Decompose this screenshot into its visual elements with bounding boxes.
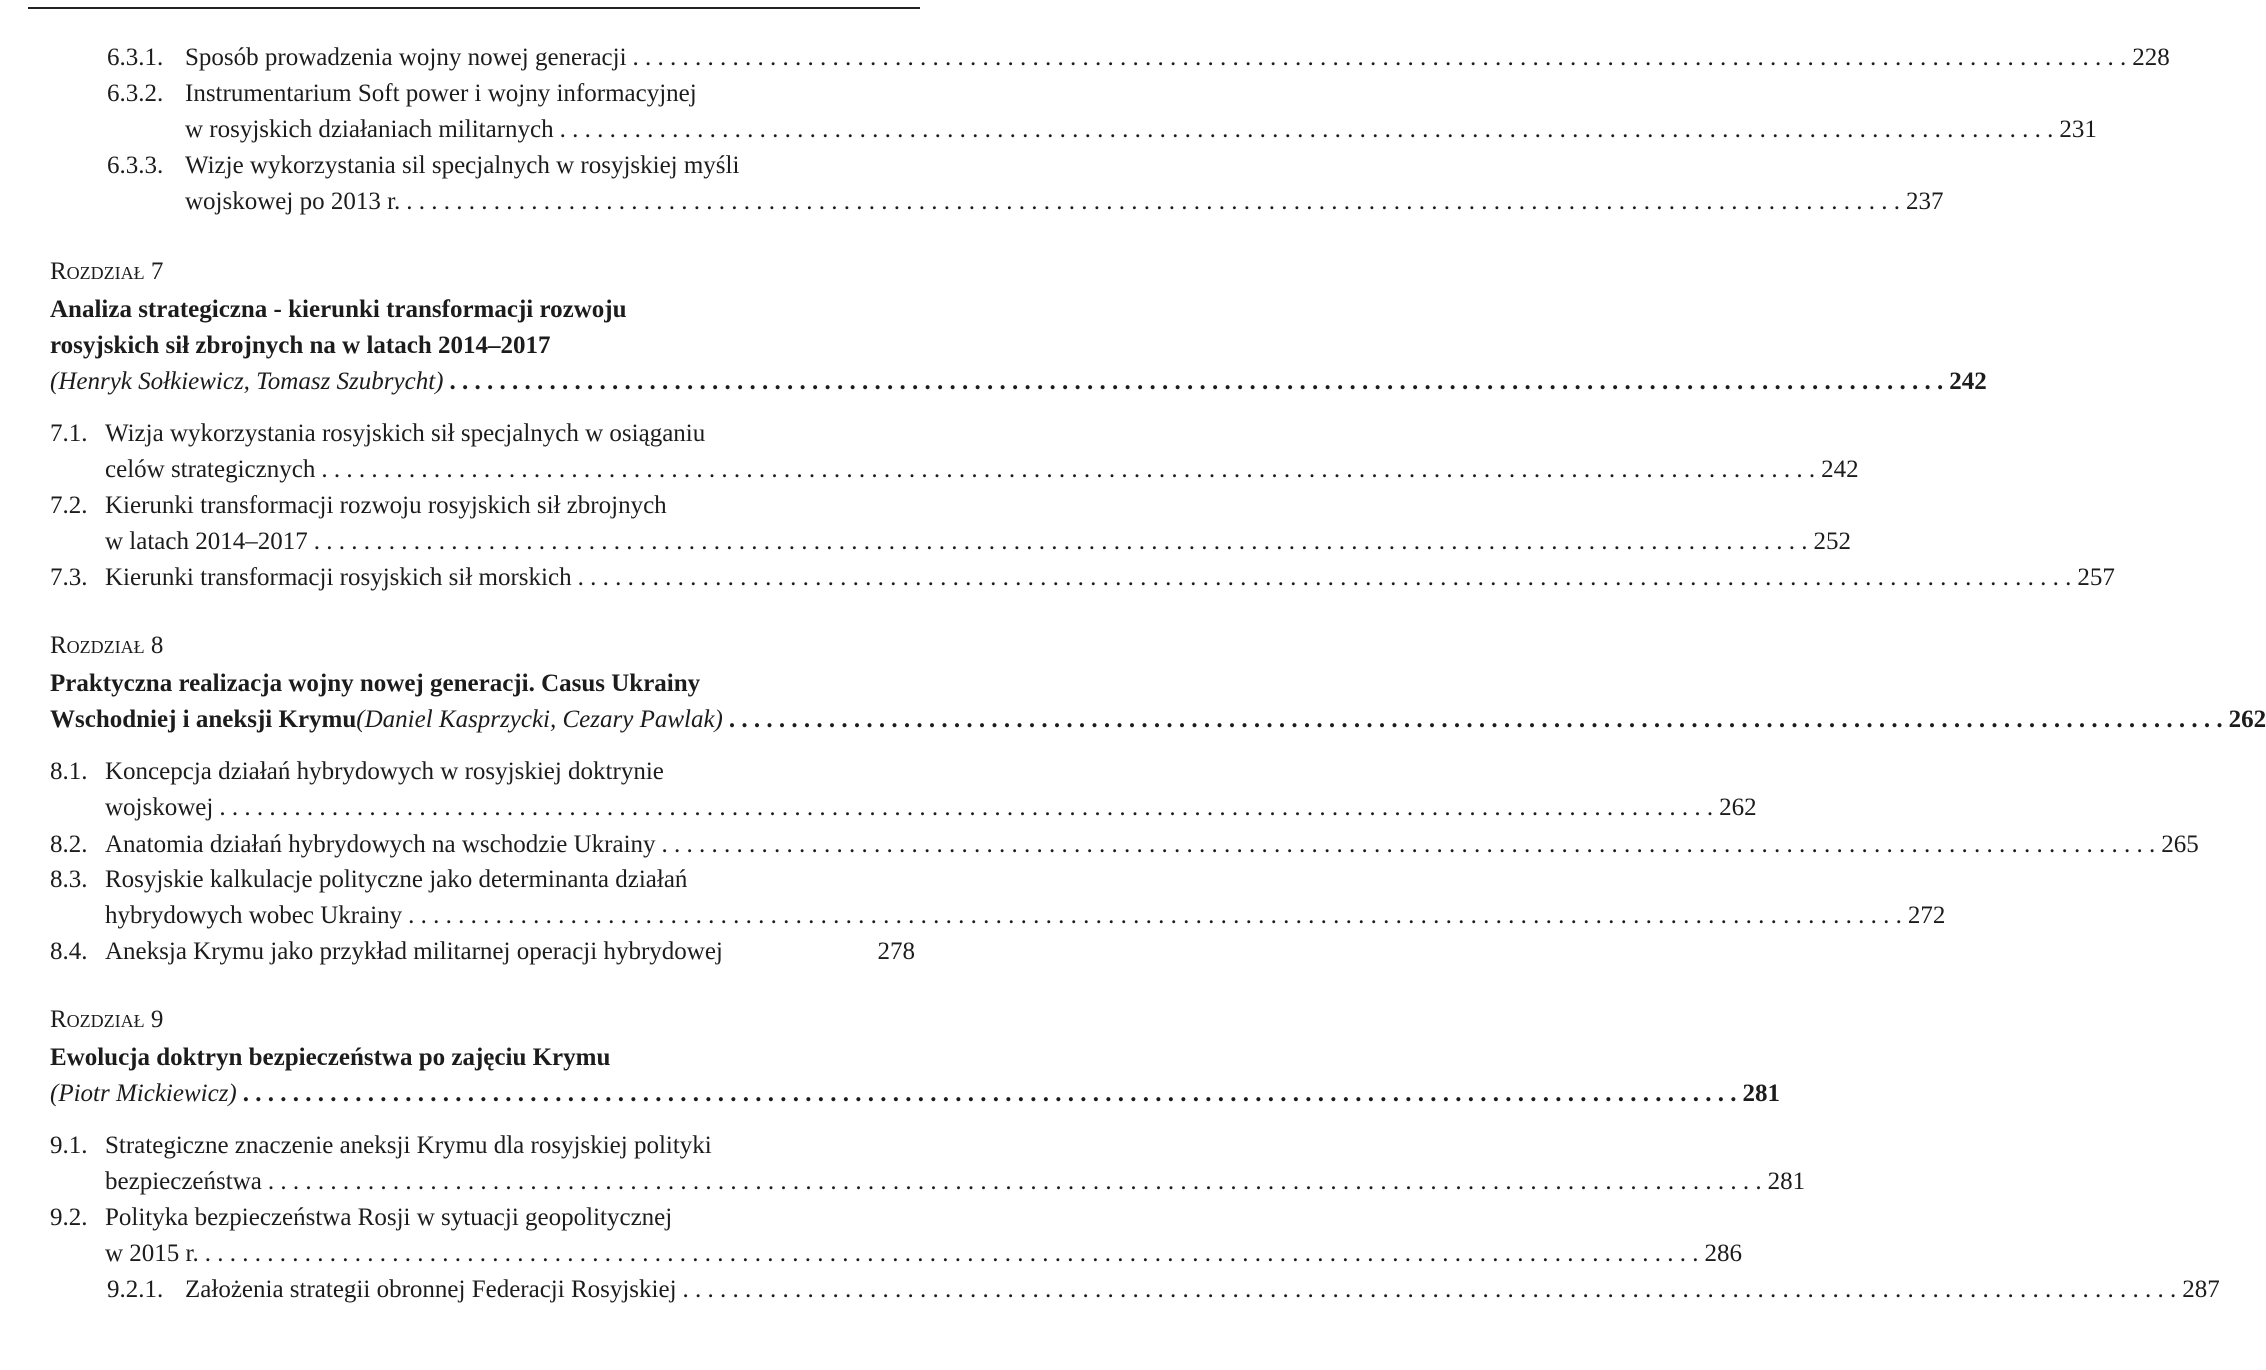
dot-leader: . . . . . . . . . . . . . . . . . . . . . . . . . . . . . . . . . . . . . . . . . . . . . . . . . . . . . . . . . . . . . . . . . . . . . . . . . . . . . . . . . . . . . . . . . . . . . . . . . . . . . . . . . . . . . . . . . . . . . . . . <box>728 706 2223 733</box>
subsection-entry <box>107 40 2170 76</box>
subsection-entry <box>107 76 2097 148</box>
entry-line-wrap <box>185 76 915 112</box>
chapter-authors: (Henryk Sołkiewicz, Tomasz Szubrycht) <box>50 368 444 395</box>
section-entry <box>50 934 915 970</box>
entry-text-line: Założenia strategii obronnej Federacji Rosyjskiej <box>185 1276 677 1303</box>
chapter-label: Rozdział 8 <box>50 632 164 659</box>
page-number: 286 <box>1704 1240 1742 1267</box>
toc-entry-last-line <box>105 790 1757 826</box>
subsection-entry <box>107 1272 2220 1308</box>
entry-line-wrap <box>105 862 915 898</box>
entry-text-line: Sposób prowadzenia wojny nowej generacji <box>185 44 627 71</box>
section-entry <box>50 416 1859 488</box>
entry-number: 6.3.2. <box>107 80 164 107</box>
entry-text <box>185 40 2170 76</box>
page-number: 228 <box>2132 44 2170 71</box>
page-number: 287 <box>2182 1276 2220 1303</box>
toc-entry-last-line <box>185 184 1944 220</box>
toc-entry-last-line <box>105 524 1851 560</box>
toc-entry-last-line <box>105 560 2115 596</box>
chapter-title <box>50 1040 1780 1112</box>
entry-number: 8.1. <box>50 758 88 785</box>
toc-entry-last-line <box>105 1164 1806 1200</box>
dot-leader: . . . . . . . . . . . . . . . . . . . . . . . . . . . . . . . . . . . . . . . . . . . . . . . . . . . . . . . . . . . . . . . . . . . . . . . . . . . . . . . . . . . . . . . . . . . . . . . . . . . . . . . . . . . . . . . . . . . . . . . . <box>204 1240 1699 1267</box>
entry-text <box>105 862 1946 934</box>
entry-text-line: celów strategicznych <box>105 456 316 483</box>
page-number: 237 <box>1906 188 1944 215</box>
page-number: 231 <box>2059 116 2097 143</box>
entry-number: 9.2.1. <box>107 1276 164 1303</box>
dot-leader: . . . . . . . . . . . . . . . . . . . . . . . . . . . . . . . . . . . . . . . . . . . . . . . . . . . . . . . . . . . . . . . . . . . . . . . . . . . . . . . . . . . . . . . . . . . . . . . . . . . . . . . . . . . . . . . . . . . . . . . . <box>219 794 1714 821</box>
entry-number: 8.2. <box>50 831 88 858</box>
page-number: 257 <box>2077 564 2115 591</box>
dot-leader: . . . . . . . . . . . . . . . . . . . . . . . . . . . . . . . . . . . . . . . . . . . . . . . . . . . . . . . . . . . . . . . . . . . . . . . . . . . . . . . . . . . . . . . . . . . . . . . . . . . . . . . . . . . . . . . . . . . . . . . . <box>449 368 1944 395</box>
dot-leader: . . . . . . . . . . . . . . . . . . . . . . . . . . . . . . . . . . . . . . . . . . . . . . . . . . . . . . . . . . . . . . . . . . . . . . . . . . . . . . . . . . . . . . . . . . . . . . . . . . . . . . . . . . . . . . . . . . . . . . . . <box>661 831 2156 858</box>
section-entry <box>50 1128 1806 1200</box>
chapter-title <box>50 292 1987 400</box>
dot-leader: . . . . . . . . . . . . . . . . . . . . . . . . . . . . . . . . . . . . . . . . . . . . . . . . . . . . . . . . . . . . . . . . . . . . . . . . . . . . . . . . . . . . . . . . . . . . . . . . . . . . . . . . . . . . . . . . . . . . . . . . <box>321 456 1816 483</box>
page-number: 242 <box>1821 456 1859 483</box>
page-number: 281 <box>1742 1080 1780 1107</box>
page-number: 252 <box>1813 528 1851 555</box>
entry-text <box>105 934 915 970</box>
page-number: 265 <box>2161 831 2199 858</box>
section-entry <box>50 754 1757 826</box>
chapter-title-line-wrap <box>50 666 915 702</box>
chapter-entry <box>50 292 1987 400</box>
toc-entry-last-line <box>185 112 2097 148</box>
entry-text-line: Strategiczne znaczenie aneksji Krymu dla rosyjskiej polityki <box>105 1132 712 1159</box>
entry-line-wrap <box>185 148 915 184</box>
dot-leader: . . . . . . . . . . . . . . . . . . . . . . . . . . . . . . . . . . . . . . . . . . . . . . . . . . . . . . . . . . . . . . . . . . . . . . . . . . . . . . . . . . . . . . . . . . . . . . . . . . . . . . . . . . . . . . . . . . . . . . . . <box>559 116 2054 143</box>
dot-leader: . . . . . . . . . . . . . . . . . . . . . . . . . . . . . . . . . . . . . . . . . . . . . . . . . . . . . . . . . . . . . . . . . . . . . . . . . . . . . . . . . . . . . . . . . . . . . . . . . . . . . . . . . . . . . . . . . . . . . . . . <box>632 44 2127 71</box>
entry-text-line: Aneksja Krymu jako przykład militarnej operacji hybrydowej <box>105 938 723 965</box>
dot-leader: . . . . . . . . . . . . . . . . . . . . . . . . . . . . . . . . . . . . . . . . . . . . . . . . . . . . . . . . . . . . . . . . . . . . . . . . . . . . . . . . . . . . . . . . . . . . . . . . . . . . . . . . . . . . . . . . . . . . . . . . <box>267 1168 1762 1195</box>
entry-text-line: Koncepcja działań hybrydowych w rosyjskiej doktrynie <box>105 758 664 785</box>
page-number: 262 <box>2228 706 2266 733</box>
entry-text <box>105 827 2199 863</box>
entry-text-line: w 2015 r. <box>105 1240 199 1267</box>
entry-text <box>185 76 2097 148</box>
entry-number: 7.3. <box>50 564 88 591</box>
entry-text-line: Kierunki transformacji rosyjskich sił morskich <box>105 564 572 591</box>
entry-text-line: Kierunki transformacji rozwoju rosyjskich sił zbrojnych <box>105 492 667 519</box>
section-entry <box>50 560 2115 596</box>
chapter-title-line-wrap <box>50 1040 915 1076</box>
entry-text-line: wojskowej <box>105 794 214 821</box>
page-number: 262 <box>1719 794 1757 821</box>
toc-entry-last-line <box>105 827 2199 863</box>
chapter-entry <box>50 1040 1780 1112</box>
chapter-title <box>50 666 2266 738</box>
entry-text <box>105 1128 1806 1200</box>
chapter-title-line: Praktyczna realizacja wojny nowej generacji. Casus Ukrainy <box>50 670 701 697</box>
dot-leader: . . . . . . . . . . . . . . . . . . . . . . . . . . . . . . . . . . . . . . . . . . . . . . . . . . . . . . . . . . . . . . . . . . . . . . . . . . . . . . . . . . . . . . . . . . . . . . . . . . . . . . . . . . . . . . . . . . . . . . . . <box>406 188 1901 215</box>
entry-text <box>105 416 1859 488</box>
dot-leader: . . . . . . . . . . . . . . . . . . . . . . . . . . . . . . . . . . . . . . . . . . . . . . . . . . . . . . . . . . . . . . . . . . . . . . . . . . . . . . . . . . . . . . . . . . . . . . . . . . . . . . . . . . . . . . . . . . . . . . . . <box>408 902 1902 929</box>
entry-line-wrap <box>105 754 915 790</box>
entry-text-line: wojskowej po 2013 r. <box>185 188 401 215</box>
entry-number: 8.3. <box>50 866 88 893</box>
section-entry <box>50 1200 1742 1272</box>
chapter-label: Rozdział 9 <box>50 1006 164 1033</box>
entry-text-line: Wizja wykorzystania rosyjskich sił specjalnych w osiąganiu <box>105 420 706 447</box>
toc-entry-last-line <box>185 1272 2220 1308</box>
toc-entry-last-line <box>50 702 2266 738</box>
entry-text-line: Wizje wykorzystania sil specjalnych w rosyjskiej myśli <box>185 152 740 179</box>
toc-entry-last-line <box>50 1076 1780 1112</box>
entry-line-wrap <box>105 416 915 452</box>
entry-text-line: w latach 2014–2017 <box>105 528 308 555</box>
entry-text <box>105 488 1851 560</box>
toc-entry-last-line <box>105 452 1859 488</box>
chapter-title-line-wrap <box>50 292 915 328</box>
entry-number: 8.4. <box>50 938 88 965</box>
entry-text <box>105 560 2115 596</box>
entry-text-line: Instrumentarium Soft power i wojny informacyjnej <box>185 80 697 107</box>
page-number: 281 <box>1767 1168 1806 1195</box>
entry-text-line: bezpieczeństwa <box>105 1168 262 1195</box>
entry-text <box>185 1272 2220 1308</box>
entry-line-wrap <box>105 1128 915 1164</box>
section-entry <box>50 862 1946 934</box>
entry-number: 6.3.1. <box>107 44 164 71</box>
entry-text-line: w rosyjskich działaniach militarnych <box>185 116 554 143</box>
dot-leader: . . . . . . . . . . . . . . . . . . . . . . . . . . . . . . . . . . . . . . . . . . . . . . . . . . . . . . . . . . . . . . . . . . . . . . . . . . . . . . . . . . . . . . . . . . . . . . . . . . . . . . . . . . . . . . . . . . . . . . . . <box>242 1080 1737 1107</box>
chapter-title-line: rosyjskich sił zbrojnych na w latach 2014–2017 <box>50 332 551 359</box>
page-number: 278 <box>877 938 915 965</box>
entry-text-line: Rosyjskie kalkulacje polityczne jako determinanta działań <box>105 866 688 893</box>
entry-number: 7.1. <box>50 420 88 447</box>
dot-leader: . . . . . . . . . . . . . . . . . . . . . . . . . . . . . . . . . . . . . . . . . . . . . . . . . . . . . . . . . . . . . . . . . . . . . . . . . . . . . . . . . . . . . . . . . . . . . . . . . . . . . . . . . . . . . . . . . . . . . . . . <box>577 564 2072 591</box>
toc-entry-last-line <box>105 934 915 970</box>
chapter-title-line-wrap <box>50 328 915 364</box>
header-rule <box>28 7 920 9</box>
toc-entry-last-line <box>105 898 1946 934</box>
chapter-authors: (Piotr Mickiewicz) <box>50 1080 237 1107</box>
entry-text <box>105 1200 1742 1272</box>
entry-number: 7.2. <box>50 492 88 519</box>
entry-text <box>185 148 1944 220</box>
toc-entry-last-line <box>50 364 1987 400</box>
entry-text-line: hybrydowych wobec Ukrainy <box>105 902 403 929</box>
page-number: 272 <box>1907 902 1946 929</box>
toc-entry-last-line <box>105 1236 1742 1272</box>
entry-line-wrap <box>105 488 915 524</box>
entry-text-line: Polityka bezpieczeństwa Rosji w sytuacji geopolitycznej <box>105 1204 673 1231</box>
chapter-authors: (Daniel Kasprzycki, Cezary Pawlak) <box>356 706 723 733</box>
dot-leader: . . . . . . . . . . . . . . . . . . . . . . . . . . . . . . . . . . . . . . . . . . . . . . . . . . . . . . . . . . . . . . . . . . . . . . . . . . . . . . . . . . . . . . . . . . . . . . . . . . . . . . . . . . . . . . . . . . . . . . . . <box>682 1276 2177 1303</box>
page-number: 242 <box>1949 368 1987 395</box>
dot-leader <box>723 934 878 970</box>
entry-number: 6.3.3. <box>107 152 164 179</box>
entry-line-wrap <box>105 1200 915 1236</box>
chapter-title-line: Ewolucja doktryn bezpieczeństwa po zajęciu Krymu <box>50 1044 611 1071</box>
section-entry <box>50 488 1851 560</box>
chapter-label: Rozdział 7 <box>50 258 164 285</box>
entry-text <box>105 754 1757 826</box>
entry-number: 9.2. <box>50 1204 88 1231</box>
dot-leader: . . . . . . . . . . . . . . . . . . . . . . . . . . . . . . . . . . . . . . . . . . . . . . . . . . . . . . . . . . . . . . . . . . . . . . . . . . . . . . . . . . . . . . . . . . . . . . . . . . . . . . . . . . . . . . . . . . . . . . . . <box>313 528 1808 555</box>
chapter-entry <box>50 666 2266 738</box>
subsection-entry <box>107 148 1944 220</box>
section-entry <box>50 827 2199 863</box>
entry-number: 9.1. <box>50 1132 88 1159</box>
entry-text-line: Anatomia działań hybrydowych na wschodzie Ukrainy <box>105 831 656 858</box>
chapter-title-line: Wschodniej i aneksji Krymu <box>50 706 357 733</box>
chapter-title-line: Analiza strategiczna - kierunki transformacji rozwoju <box>50 296 627 323</box>
toc-entry-last-line <box>185 40 2170 76</box>
